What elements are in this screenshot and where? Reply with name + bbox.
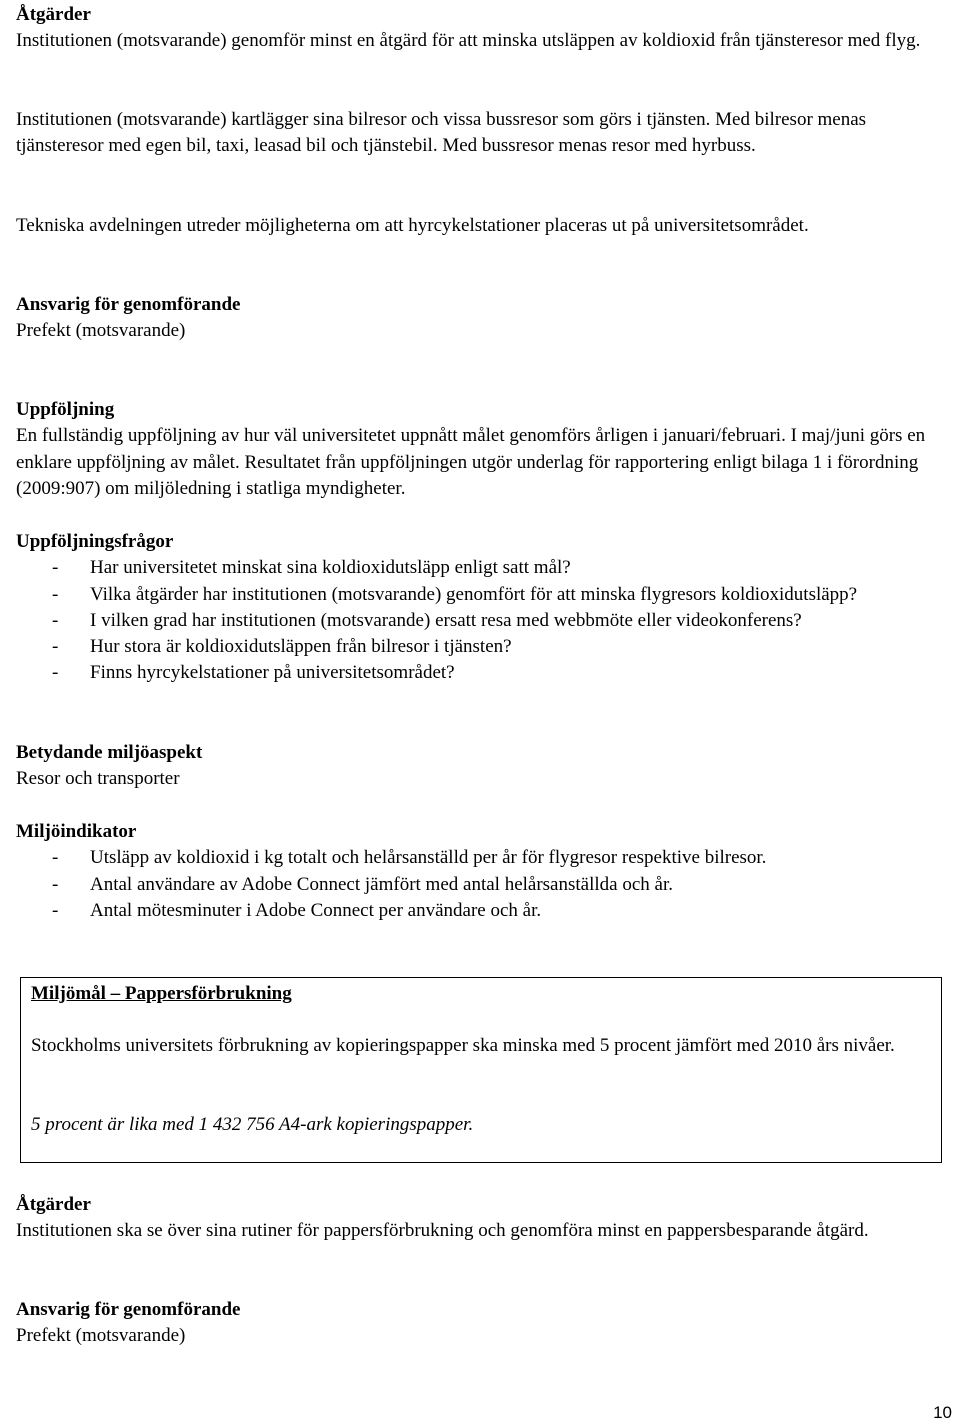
indicator-text: Utsläpp av koldioxid i kg totalt och helårsanställd per år för flygresor respektive bilresor. bbox=[90, 847, 767, 869]
measures-section bbox=[16, 2, 952, 55]
measures-heading-2: Åtgärder bbox=[16, 1194, 91, 1215]
measures-paragraph-3: Tekniska avdelningen utreder möjligheterna om att hyrcykelstationer placeras ut på universitetsområdet. bbox=[16, 215, 809, 236]
list-item bbox=[16, 634, 952, 660]
list-dash: - bbox=[52, 847, 59, 869]
page-number: 10 bbox=[933, 1403, 952, 1422]
aspect-text: Resor och transporter bbox=[16, 768, 180, 790]
measures-text-2: Institutionen ska se över sina rutiner för pappersförbrukning och genomföra minst en pappersbesparande åtgärd. bbox=[16, 1220, 869, 1242]
goal-box-text: Stockholms universitets förbrukning av kopieringspapper ska minska med 5 procent jämfört med 2010 års nivåer. bbox=[31, 1035, 895, 1056]
list-item bbox=[16, 898, 952, 924]
responsible-section bbox=[16, 292, 952, 345]
questions-section bbox=[16, 529, 952, 687]
responsible-section-2 bbox=[16, 1297, 952, 1350]
measures-paragraph-1: Institutionen (motsvarande) genomför minst en åtgärd för att minska utsläppen av koldioxid från tjänsteresor med flyg. bbox=[16, 30, 921, 52]
goal-box bbox=[20, 977, 942, 1163]
list-dash: - bbox=[52, 609, 59, 631]
list-dash: - bbox=[52, 899, 59, 921]
followup-section bbox=[16, 397, 952, 502]
list-item bbox=[16, 845, 952, 871]
question-text: Har universitetet minskat sina koldioxidutsläpp enligt satt mål? bbox=[90, 557, 571, 579]
measures-section-2 bbox=[16, 1192, 952, 1245]
aspect-section bbox=[16, 740, 952, 793]
responsible-text: Prefekt (motsvarande) bbox=[16, 320, 186, 342]
followup-heading: Uppföljning bbox=[16, 399, 115, 420]
aspect-heading: Betydande miljöaspekt bbox=[16, 742, 203, 763]
measures-heading: Åtgärder bbox=[16, 4, 91, 25]
responsible-heading: Ansvarig för genomförande bbox=[16, 294, 241, 315]
followup-text: En fullständig uppföljning av hur väl universitetet uppnått målet genomförs årligen i januari/februari. I maj/juni görs en enklare uppföljning av målet. Resultatet från uppföljningen utgör underlag för rapportering enligt bilaga 1 i förordning (2009:907) om miljöledning i statliga myndigheter. bbox=[16, 425, 926, 499]
list-item bbox=[16, 555, 952, 581]
list-item bbox=[16, 608, 952, 634]
indicator-text: Antal mötesminuter i Adobe Connect per användare och år. bbox=[90, 899, 542, 921]
list-item bbox=[16, 872, 952, 898]
question-text: Hur stora är koldioxidutsläppen från bilresor i tjänsten? bbox=[90, 636, 512, 658]
measures-paragraph-3-block bbox=[16, 213, 952, 239]
list-dash: - bbox=[52, 636, 59, 658]
responsible-heading-2: Ansvarig för genomförande bbox=[16, 1299, 241, 1320]
indicator-section bbox=[16, 819, 952, 924]
indicator-heading: Miljöindikator bbox=[16, 821, 137, 842]
questions-heading: Uppföljningsfrågor bbox=[16, 531, 174, 552]
list-dash: - bbox=[52, 583, 59, 605]
responsible-text-2: Prefekt (motsvarande) bbox=[16, 1325, 186, 1347]
measures-paragraph-2-block bbox=[16, 107, 952, 160]
list-dash: - bbox=[52, 873, 59, 895]
indicator-list bbox=[16, 845, 952, 924]
goal-box-title: Miljömål – Pappersförbrukning bbox=[31, 983, 292, 1004]
list-dash: - bbox=[52, 662, 59, 684]
list-item bbox=[16, 582, 952, 608]
measures-paragraph-2: Institutionen (motsvarande) kartlägger sina bilresor och vissa bussresor som görs i tjänsten. Med bilresor menas tjänsteresor med egen bil, taxi, leasad bil och tjänstebil. Med bussresor menas resor med hyrbuss. bbox=[16, 109, 867, 157]
question-text: Finns hyrcykelstationer på universitetsområdet? bbox=[90, 662, 455, 684]
questions-list bbox=[16, 555, 952, 686]
list-item bbox=[16, 660, 952, 686]
question-text: Vilka åtgärder har institutionen (motsvarande) genomfört för att minska flygresors koldioxidutsläpp? bbox=[90, 583, 858, 605]
indicator-text: Antal användare av Adobe Connect jämfört med antal helårsanställda och år. bbox=[90, 873, 673, 895]
goal-box-italic: 5 procent är lika med 1 432 756 A4-ark kopieringspapper. bbox=[31, 1114, 474, 1135]
list-dash: - bbox=[52, 557, 59, 579]
question-text: I vilken grad har institutionen (motsvarande) ersatt resa med webbmöte eller videokonferens? bbox=[90, 609, 802, 631]
